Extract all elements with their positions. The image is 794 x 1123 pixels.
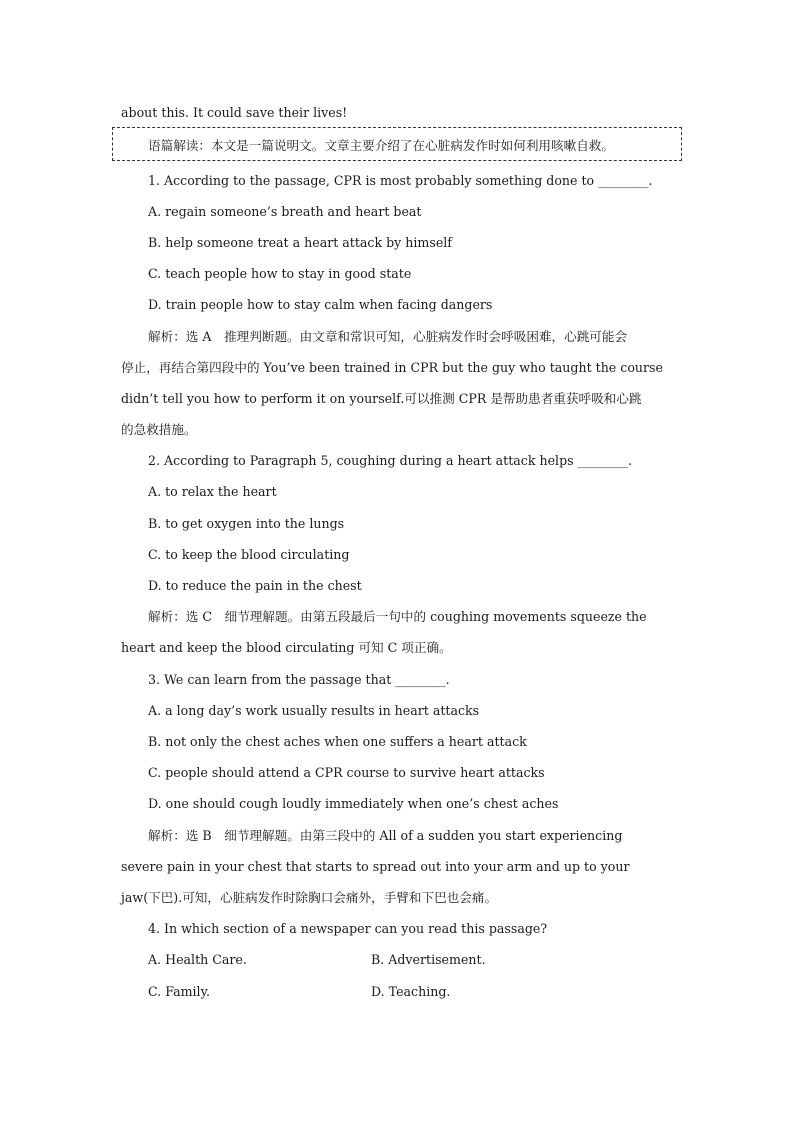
passage-summary: 语篇解读：本文是一篇说明文。文章主要介绍了在心脏病发作时如何利用咳嗽自救。 xyxy=(148,138,614,153)
q2-option-a: A. to relax the heart xyxy=(148,484,277,499)
question-4: 4. In which section of a newspaper can you read this passage? xyxy=(148,921,548,936)
q3-analysis-line-1: 解析：选 B 细节理解题。由第三段中的 All of a sudden you start experiencing xyxy=(148,828,623,843)
passage-closing-line: about this. It could save their lives! xyxy=(121,105,348,120)
q1-analysis-line-3: didn’t tell you how to perform it on yourself.可以推测 CPR 是帮助患者重获呼吸和心跳 xyxy=(121,391,642,406)
q1-option-a: A. regain someone’s breath and heart beat xyxy=(148,204,422,219)
q1-option-b: B. help someone treat a heart attack by himself xyxy=(148,235,452,250)
q4-option-d: D. Teaching. xyxy=(371,984,451,999)
q2-analysis-line-1: 解析：选 C 细节理解题。由第五段最后一句中的 coughing movements squeeze the xyxy=(148,609,647,624)
q1-analysis-line-4: 的急救措施。 xyxy=(121,422,197,437)
q4-option-a: A. Health Care. xyxy=(148,952,247,967)
question-1: 1. According to the passage, CPR is most probably something done to ________. xyxy=(148,173,653,188)
q3-option-a: A. a long day’s work usually results in heart attacks xyxy=(148,703,480,718)
q4-option-c: C. Family. xyxy=(148,984,211,999)
q1-analysis-line-2: 停止，再结合第四段中的 You’ve been trained in CPR but the guy who taught the course xyxy=(121,360,663,375)
q2-option-c: C. to keep the blood circulating xyxy=(148,547,350,562)
q3-option-b: B. not only the chest aches when one suffers a heart attack xyxy=(148,734,527,749)
question-2: 2. According to Paragraph 5, coughing during a heart attack helps ________. xyxy=(148,453,632,468)
q3-analysis-line-2: severe pain in your chest that starts to spread out into your arm and up to your xyxy=(121,859,630,874)
question-3: 3. We can learn from the passage that ________. xyxy=(148,672,450,687)
q2-analysis-line-2: heart and keep the blood circulating 可知 C 项正确。 xyxy=(121,640,452,655)
q3-analysis-line-3: jaw(下巴).可知，心脏病发作时除胸口会痛外，手臂和下巴也会痛。 xyxy=(121,890,498,905)
q2-option-b: B. to get oxygen into the lungs xyxy=(148,516,345,531)
q4-option-b: B. Advertisement. xyxy=(371,952,486,967)
q3-option-c: C. people should attend a CPR course to survive heart attacks xyxy=(148,765,545,780)
q1-analysis-line-1: 解析：选 A 推理判断题。由文章和常识可知，心脏病发作时会呼吸困难，心跳可能会 xyxy=(148,329,628,344)
q1-option-d: D. train people how to stay calm when facing dangers xyxy=(148,297,493,312)
q3-option-d: D. one should cough loudly immediately when one’s chest aches xyxy=(148,796,559,811)
q1-option-c: C. teach people how to stay in good state xyxy=(148,266,412,281)
q2-option-d: D. to reduce the pain in the chest xyxy=(148,578,362,593)
